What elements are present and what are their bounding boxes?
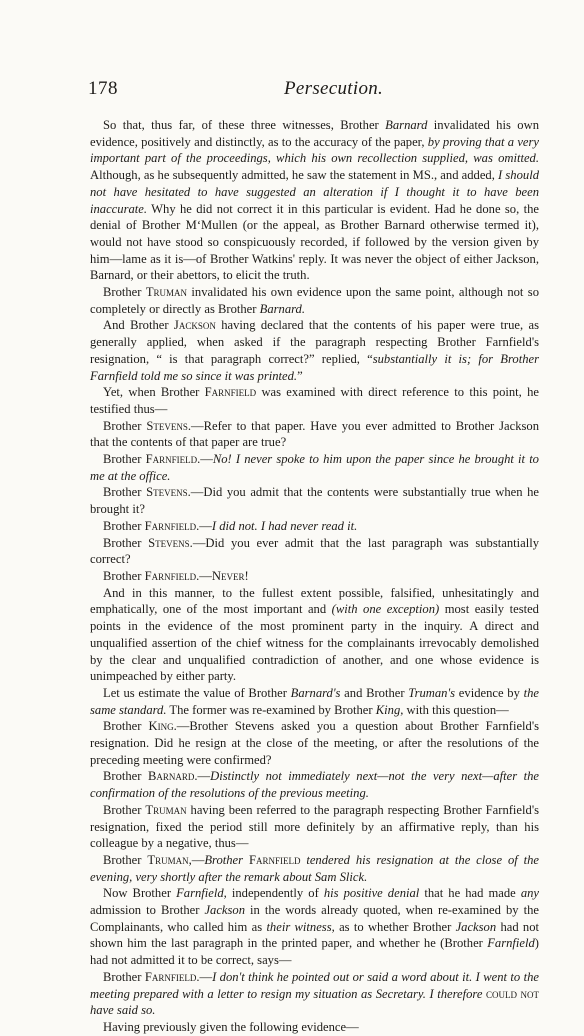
text-run: Farnfield. <box>144 969 200 984</box>
text-run: that he had made <box>419 886 521 901</box>
text-run: No! I never spoke to him upon the paper since he brought it to me at the office. <box>90 452 539 483</box>
text-run: I don't think he pointed out or said a word about it. I went to the meeting prepared with a letter to resign my situation as Secretary. I therefore <box>90 969 539 1001</box>
text-run: Farnfield. <box>144 518 200 533</box>
text-run: admission to Brother <box>90 903 205 918</box>
text-run: Brother <box>103 969 145 984</box>
body-text <box>90 117 539 1036</box>
paragraph <box>90 117 539 284</box>
text-run: Why he did not correct it in this particular is evident. Had he done so, the denial of Brother M‘Mullen (or the appeal, as Brother Barnard otherwise termed it), would not have stood so conspicuously recorded, if followed by the version given by him—lame as it is—of Brother Watkins' reply. It was never the object of either Jackson, Barnard, or their abettors, to elicit the truth. <box>90 201 539 283</box>
text-run: most easily tested points in the evidence of the most prominent party in the inquiry. A direct and unqualified assertion of the chief witness for the complainants irrevocably demolished by the clear and unqualified contradiction of another, and one whose evidence is unimpeached by either party. <box>90 602 539 684</box>
text-run: by proving that a very important part of the proceedings, which his own recollection supplied, was omitted. <box>90 134 539 166</box>
text-run: as to whether Brother <box>334 919 456 934</box>
text-run: have said so. <box>90 1003 156 1018</box>
text-run: Brother <box>103 485 147 500</box>
text-run: Brother <box>103 769 148 784</box>
text-run: —Did you admit that the contents were substantially true when he brought it? <box>90 485 540 517</box>
text-run: — <box>199 969 213 984</box>
page-header <box>88 78 526 104</box>
paragraph <box>90 852 539 885</box>
text-run: having declared that the contents of his paper were true, as generally applied, when asked if the paragraph respecting Brother Farnfield's resignation, “ is that paragraph correct?” replied, “ <box>90 318 539 366</box>
text-run: Brother <box>103 852 148 867</box>
text-run: ) had not admitted it to be correct, says— <box>90 936 539 968</box>
text-run: Barnard's <box>290 685 341 700</box>
text-run: Stevens. <box>146 418 192 433</box>
text-run: their witness, <box>266 919 335 934</box>
paragraph <box>90 418 539 451</box>
text-run: Jackson <box>455 919 497 934</box>
text-run: was examined with direct reference to this point, he testified thus— <box>90 385 539 416</box>
text-run: The former was re-examined by Brother <box>166 702 376 717</box>
text-run: the same standard. <box>90 685 539 717</box>
text-run: having been referred to the paragraph respecting Brother Farnfield's resignation, fixed the period still more definitely by an affirmative reply, than his colleague by a negative, thus— <box>90 802 539 851</box>
text-run: King. <box>148 719 177 734</box>
text-run: — <box>191 852 205 867</box>
text-run: Stevens. <box>146 485 191 500</box>
text-run: Farnfield. <box>144 568 200 583</box>
text-run: tendered his resignation at the close of the evening, very shortly after the remark about Sam Slick. <box>90 852 540 884</box>
paragraph <box>90 535 539 568</box>
text-run: And in this manner, to the fullest extent possible, falsified, unhesitatingly and emphatically, one of the most important and <box>90 585 539 617</box>
text-run: substantially it is; for Brother Farnfield told me so since it was printed. <box>90 351 539 383</box>
text-run: Truman <box>145 802 187 817</box>
text-run: Farnfield <box>248 852 301 867</box>
paragraph <box>90 518 539 535</box>
text-run: invalidated his own evidence upon the same point, although not so completely or directly as Brother <box>90 285 539 316</box>
paragraph <box>90 568 539 585</box>
paragraph <box>90 484 539 517</box>
text-run: Brother <box>103 418 147 433</box>
text-run: Having previously given the following evidence— <box>103 1019 359 1034</box>
text-run: Farnfield <box>487 936 535 951</box>
text-run: Now Brother <box>103 886 177 901</box>
text-run: Stevens. <box>148 535 193 550</box>
text-run: — <box>200 452 213 467</box>
text-run: Brother <box>103 568 145 583</box>
text-run: Brother <box>103 719 149 734</box>
paragraph <box>90 585 539 685</box>
text-run: Truman, <box>147 852 192 867</box>
text-run: (with one exception) <box>331 602 440 617</box>
running-title: Persecution. <box>284 78 384 99</box>
text-run: — <box>199 568 212 583</box>
page-number: 178 <box>88 78 118 99</box>
text-run: with this question— <box>403 702 509 717</box>
text-run: Farnfield. <box>145 452 201 467</box>
text-run: Although, as he subsequently admitted, he saw the statement in MS., and added, <box>90 168 499 183</box>
paragraph <box>90 1019 539 1036</box>
text-run: Brother <box>204 852 249 867</box>
text-run: Brother <box>103 535 149 550</box>
text-run: —Brother Stevens asked you a question about Brother Farnfield's resignation. Did he resign at the close of the meeting, or after the resolutions of the preceding meeting were confirmed? <box>90 719 540 767</box>
paragraph <box>90 384 539 417</box>
text-run: Barnard <box>385 118 428 132</box>
text-run: had not shown him the last paragraph in the printed paper, and whether he (Brother <box>90 919 540 951</box>
text-run: Farnfield, <box>176 886 227 901</box>
text-run: King, <box>375 702 404 717</box>
text-run: Let us estimate the value of Brother <box>103 685 291 700</box>
text-run: —Refer to that paper. Have you ever admitted to Brother Jackson that the contents of that paper are true? <box>90 418 539 450</box>
text-run: Barnard. <box>259 301 305 316</box>
text-run: invalidated his own evidence, positively and distinctly, as to the accuracy of the paper, <box>90 118 539 149</box>
text-run: ” <box>297 368 303 383</box>
text-run: any <box>520 886 539 901</box>
paragraph <box>90 284 539 317</box>
paragraph <box>90 451 539 484</box>
text-run: his positive denial <box>323 886 420 901</box>
paragraph <box>90 317 539 384</box>
text-run: could not <box>485 986 539 1001</box>
text-run: Yet, when Brother <box>103 385 205 400</box>
text-run: in the words already quoted, when re-examined by the Complainants, who called him as <box>90 903 539 934</box>
text-run: — <box>197 769 211 784</box>
text-run: And Brother <box>103 318 174 333</box>
paragraph <box>90 768 539 801</box>
paragraph <box>90 718 539 768</box>
text-run: —Did you ever admit that the last paragraph was substantially correct? <box>90 535 539 567</box>
text-run: I did not. I had never read it. <box>211 518 358 533</box>
paragraph <box>90 685 539 718</box>
text-run: Barnard. <box>147 769 198 784</box>
text-run: So that, thus far, of these three witnesses, Brother <box>103 118 386 132</box>
text-run: Brother <box>103 518 145 533</box>
paragraph <box>90 885 539 969</box>
text-run: Distinctly not immediately next—not the very next—after the confirmation of the resolutions of the previous meeting. <box>90 769 539 801</box>
text-run: Truman <box>145 285 188 300</box>
paragraph <box>90 802 539 852</box>
text-run: Brother <box>103 285 146 300</box>
text-run: Never! <box>211 568 249 583</box>
text-run: — <box>199 518 212 533</box>
text-run: Jackson <box>173 318 216 333</box>
text-run: evidence by <box>455 685 524 700</box>
text-run: independently of <box>226 886 324 901</box>
text-run: Truman's <box>408 685 456 700</box>
text-run: Brother <box>103 452 146 467</box>
text-run: Brother <box>103 802 146 817</box>
text-run: and Brother <box>340 685 409 700</box>
text-run: Farnfield <box>204 385 257 400</box>
paragraph <box>90 969 539 1019</box>
text-run: I should not have hesitated to have suggested an alteration if I thought it to have been inaccurate. <box>90 168 539 216</box>
text-run: Jackson <box>204 903 246 918</box>
